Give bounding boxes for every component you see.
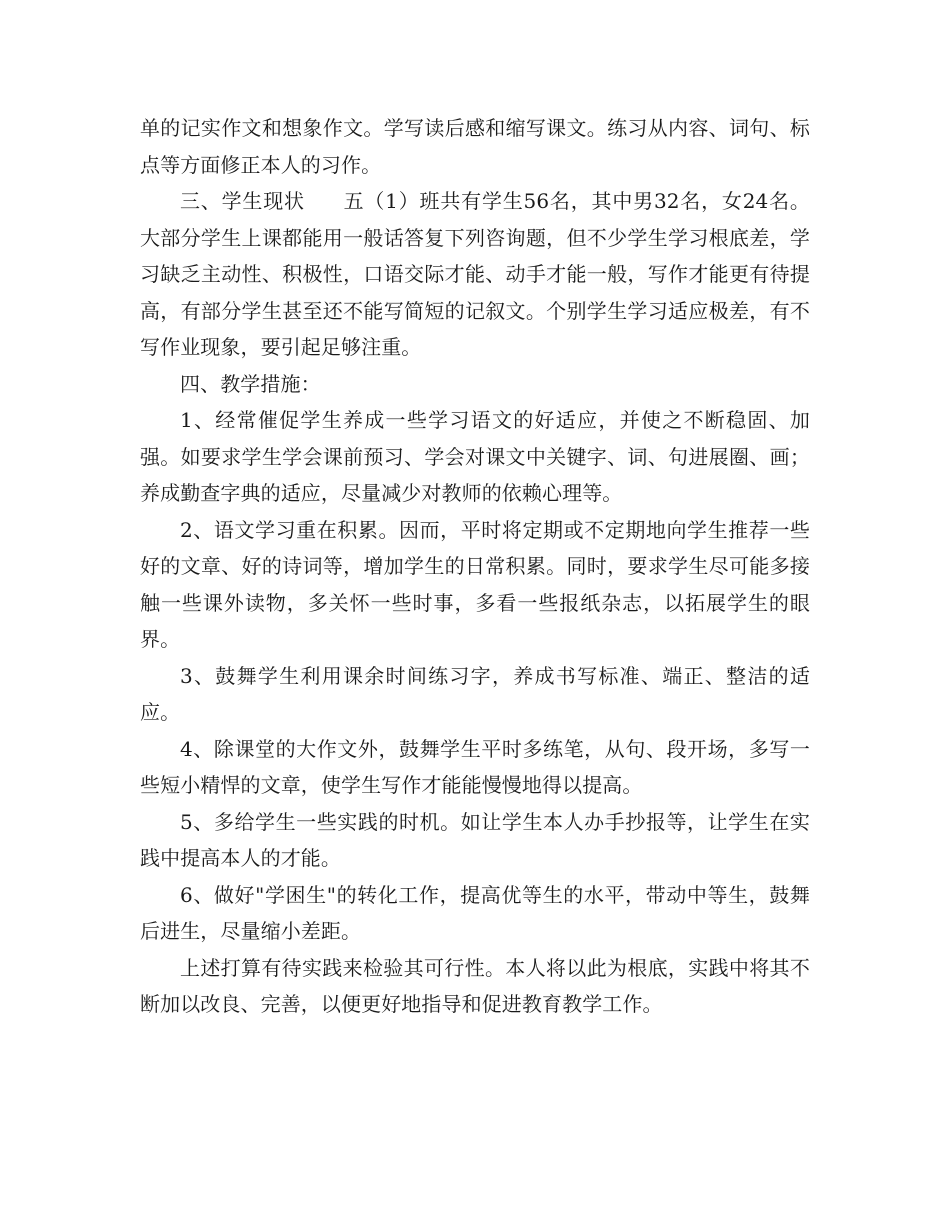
student-status-body: 五（1）班共有学生56名，其中男32名，女24名。大部分学生上课都能用一般话答复下列咨询题，但不少学生学习根底差，学习缺乏主动性、积极性，口语交际才能、动手才能一般，写作才能更有待提高，有部分学生甚至还不能写简短的记叙文。个别学生学习适应极差，有不写作业现象，要引起足够注重。 [140, 189, 810, 359]
section-heading-teaching-measures: 四、教学措施： [180, 371, 321, 396]
section-heading-student-status: 三、学生现状 [180, 189, 305, 213]
document-page [140, 110, 810, 1023]
measure-item-5: 5、多给学生一些实践的时机。如让学生本人办手抄报等，让学生在实践中提高本人的才能。 [140, 809, 810, 870]
paragraph-student-status [140, 183, 810, 366]
measure-item-2: 2、语文学习重在积累。因而，平时将定期或不定期地向学生推荐一些好的文章、好的诗词等，增加学生的日常积累。同时，要求学生尽可能多接触一些课外读物，多关怀一些时事，多看一些报纸杂志，以拓展学生的眼界。 [140, 517, 810, 651]
paragraph-writing-goals: 单的记实作文和想象作文。学写读后感和缩写课文。练习从内容、词句、标点等方面修正本人的习作。 [140, 116, 810, 177]
measure-item-4: 4、除课堂的大作文外，鼓舞学生平时多练笔，从句、段开场，多写一些短小精悍的文章，使学生写作才能能慢慢地得以提高。 [140, 736, 810, 797]
measure-item-6: 6、做好"学困生"的转化工作，提高优等生的水平，带动中等生，鼓舞后进生，尽量缩小差距。 [140, 882, 810, 943]
measure-item-1: 1、经常催促学生养成一些学习语文的好适应，并使之不断稳固、加强。如要求学生学会课前预习、学会对课文中关键字、词、句进展圈、画；养成勤查字典的适应，尽量减少对教师的依赖心理等。 [140, 408, 810, 505]
measure-item-3: 3、鼓舞学生利用课余时间练习字，养成书写标准、端正、整洁的适应。 [140, 663, 810, 724]
closing-paragraph: 上述打算有待实践来检验其可行性。本人将以此为根底，实践中将其不断加以改良、完善，以便更好地指导和促进教育教学工作。 [140, 955, 810, 1016]
